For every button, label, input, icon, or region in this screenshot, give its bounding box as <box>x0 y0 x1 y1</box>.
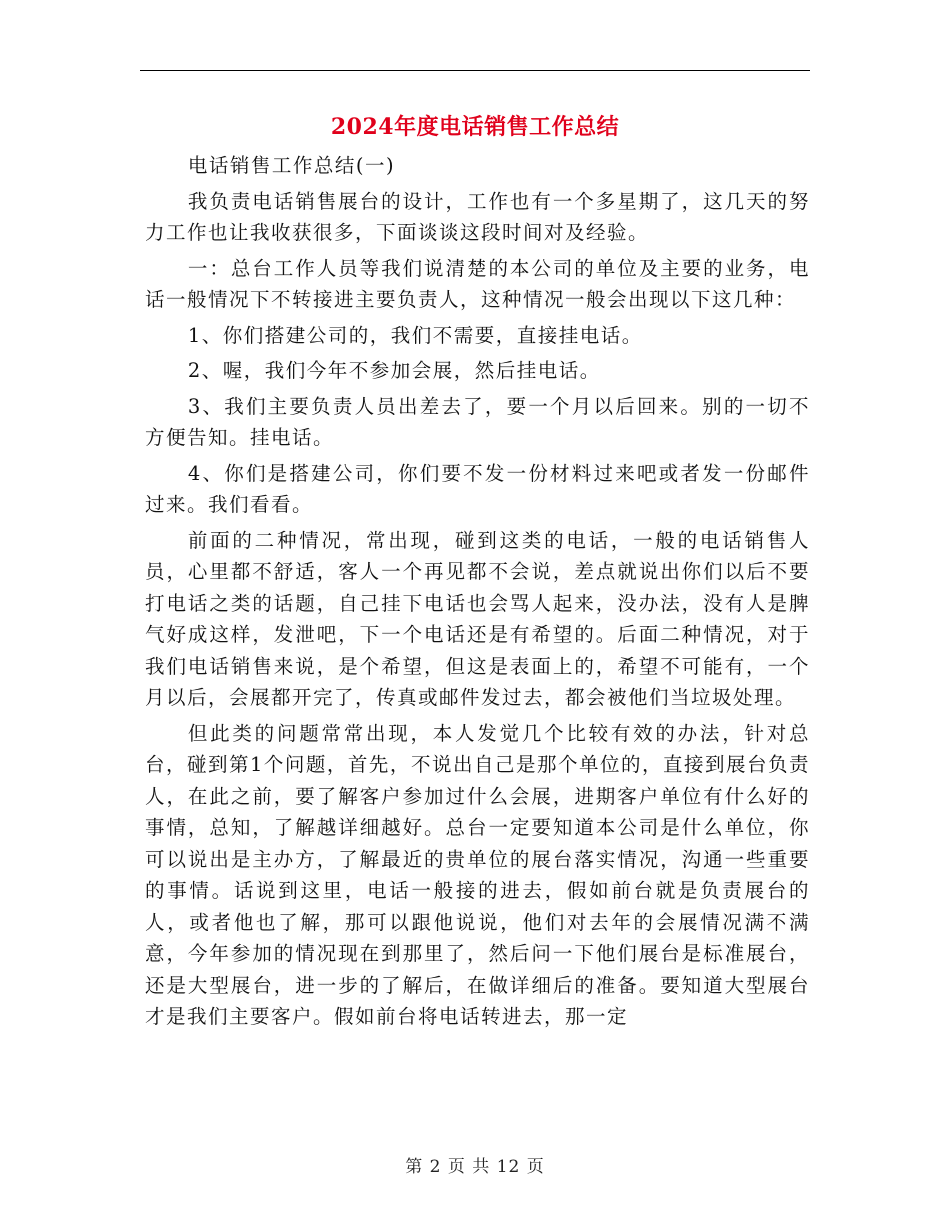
paragraph-point-one: 一：总台工作人员等我们说清楚的本公司的单位及主要的业务，电话一般情况下不转接进主要负责人，这种情况一般会出现以下这几种： <box>145 256 810 311</box>
page-number: 第 2 页 共 12 页 <box>405 1157 545 1177</box>
list-item: 2、喔，我们今年不参加会展，然后挂电话。 <box>187 359 601 382</box>
paragraph-intro: 我负责电话销售展台的设计，工作也有一个多星期了，这几天的努力工作也让我收获很多，下面谈谈这段时间对及经验。 <box>145 189 810 244</box>
list-item: 4、你们是搭建公司，你们要不发一份材料过来吧或者发一份邮件过来。我们看看。 <box>145 461 810 516</box>
list-item: 1、你们搭建公司的，我们不需要，直接挂电话。 <box>187 323 643 347</box>
list-item: 3、我们主要负责人员出差去了，要一个月以后回来。别的一切不方便告知。挂电话。 <box>145 394 810 449</box>
paragraph-analysis: 前面的二种情况，常出现，碰到这类的电话，一般的电话销售人员，心里都不舒适，客人一个再见都不会说，差点就说出你们以后不要打电话之类的话题，自己挂下电话也会骂人起来，没办法，没有人是脾气好成这样，发泄吧，下一个电话还是有希望的。后面二种情况，对于我们电话销售来说，是个希望，但这是表面上的，希望不可能有，一个月以后，会展都开完了，传真或邮件发过去，都会被他们当垃圾处理。 <box>145 528 810 709</box>
paragraph-solution: 但此类的问题常常出现，本人发觉几个比较有效的办法，针对总台，碰到第1个问题，首先，不说出自己是那个单位的，直接到展台负责人，在此之前，要了解客户参加过什么会展，进期客户单位有什么好的事情，总知，了解越详细越好。总台一定要知道本公司是什么单位，你可以说出是主办方，了解最近的贵单位的展台落实情况，沟通一些重要的事情。话说到这里，电话一般接的进去，假如前台就是负责展台的人，或者他也了解，那可以跟他说说，他们对去年的会展情况满不满意，今年参加的情况现在到那里了，然后问一下他们展台是标准展台，还是大型展台，进一步的了解后，在做详细后的准备。要知道大型展台才是我们主要客户。假如前台将电话转进去，那一定 <box>145 721 810 1028</box>
document-body <box>145 150 810 1037</box>
header-rule <box>140 70 810 71</box>
document-title: 2024年度电话销售工作总结 <box>330 114 620 140</box>
section-heading: 电话销售工作总结(一) <box>187 154 396 177</box>
